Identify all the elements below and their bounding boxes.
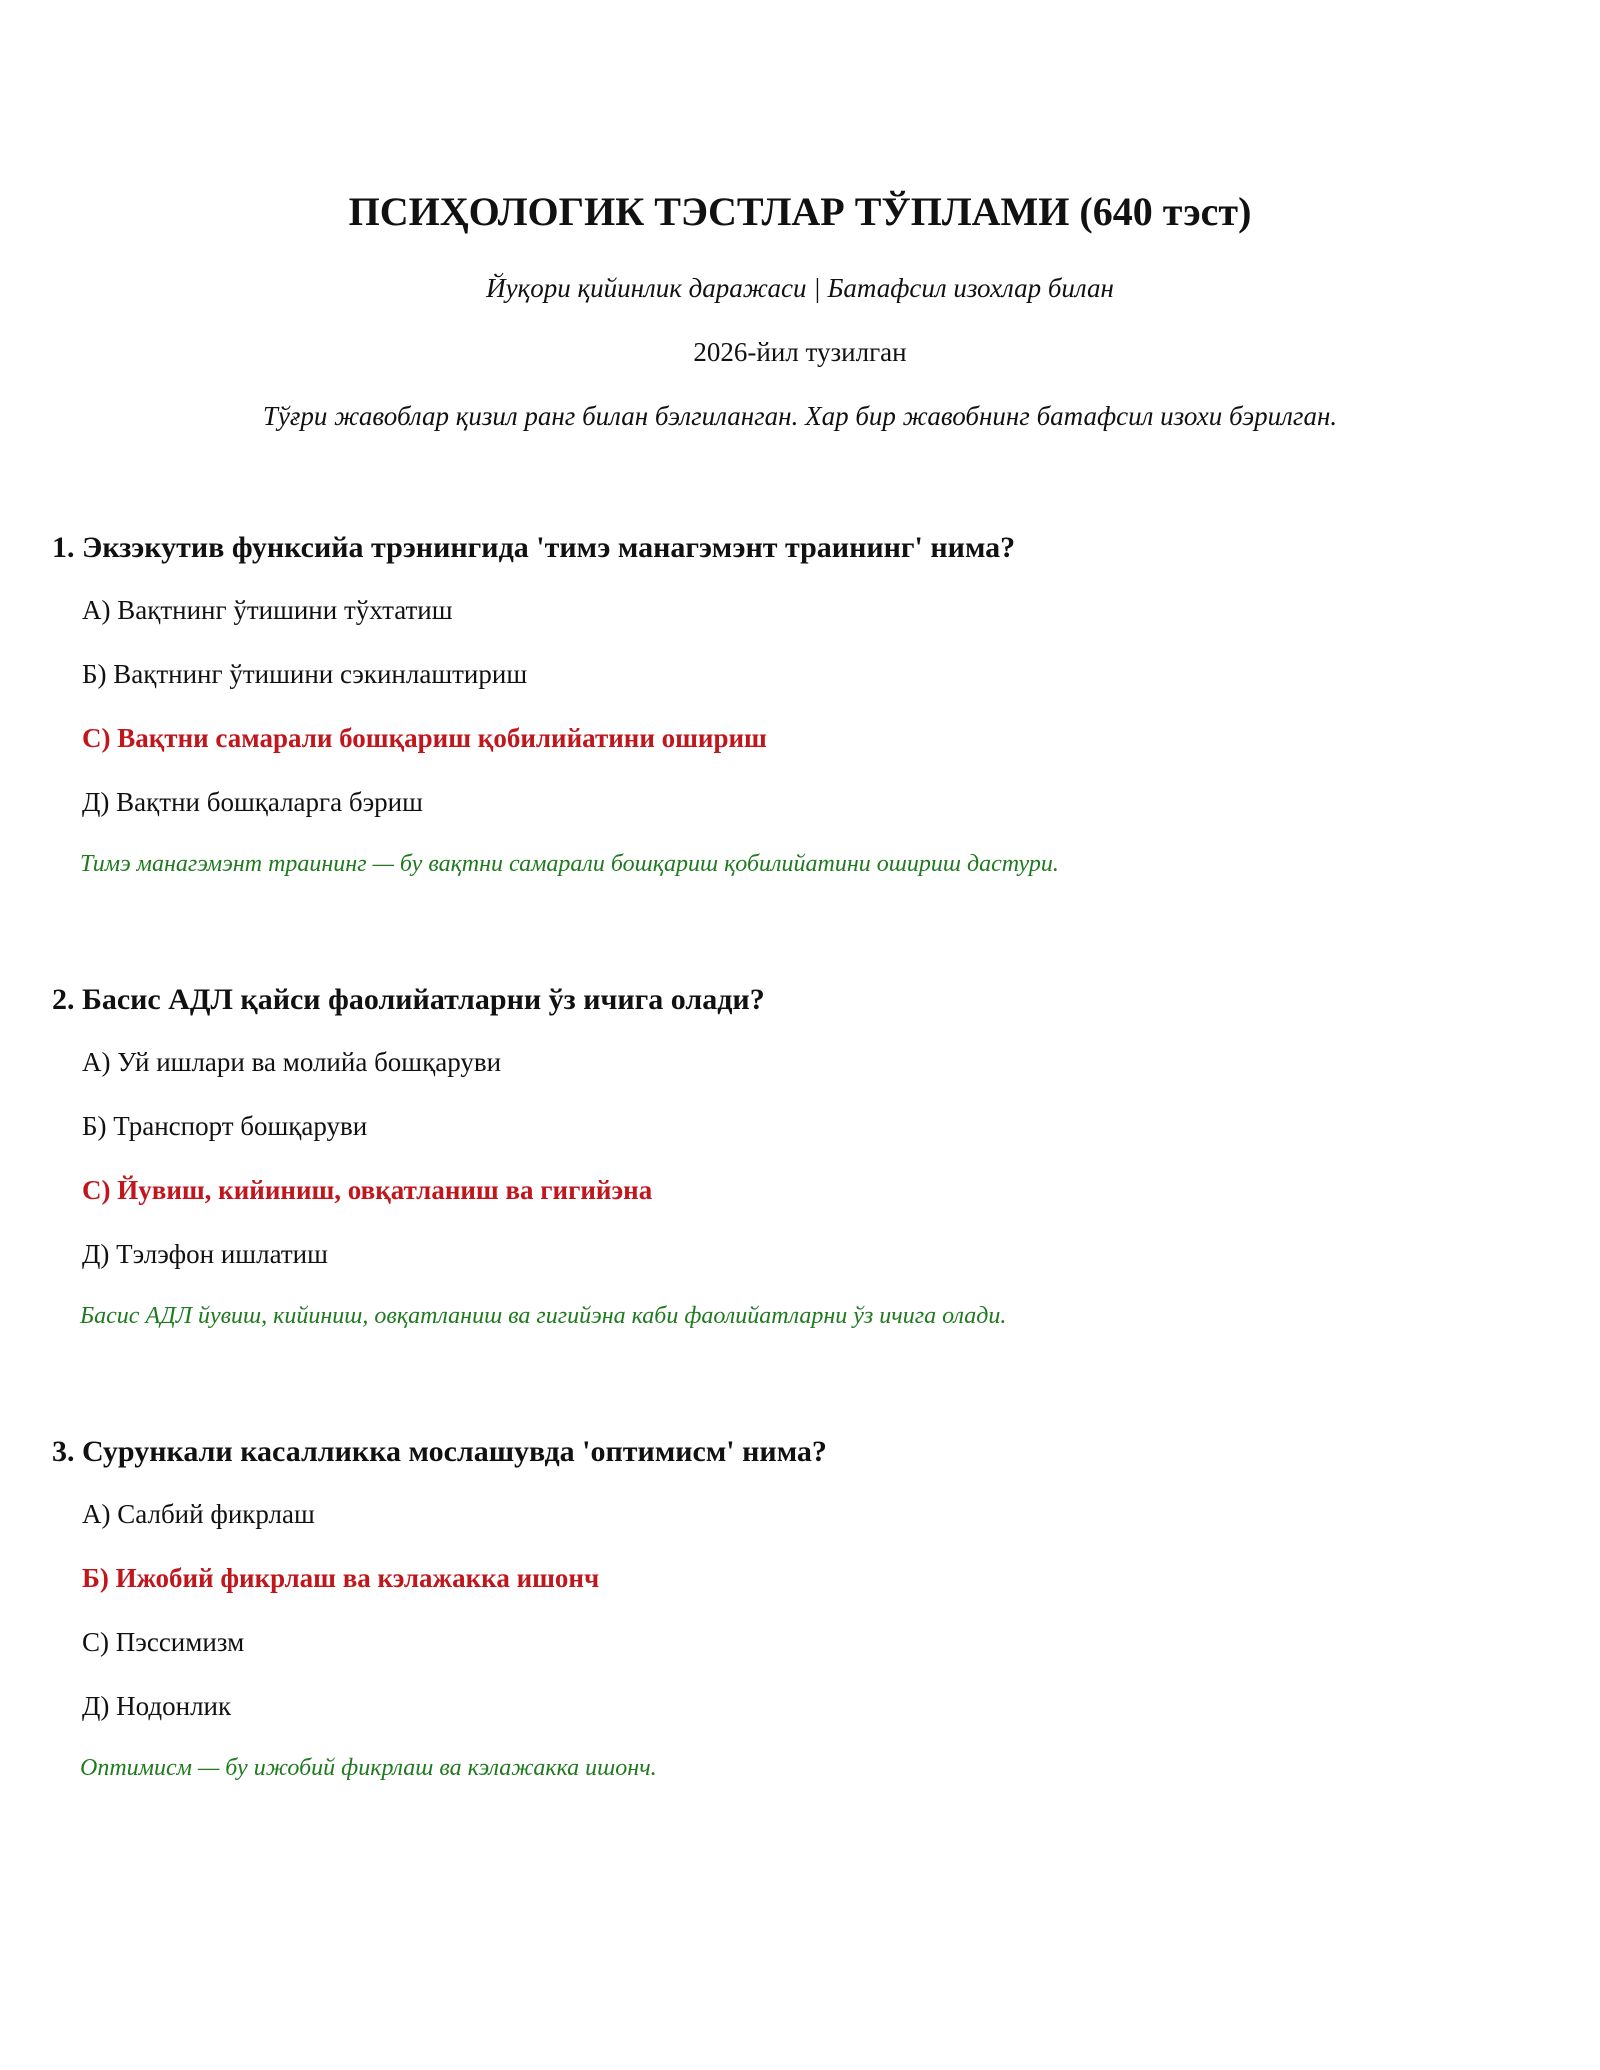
- answer-option-c-correct: С) Вақтни самарали бошқариш қобилийатини ошириш: [82, 723, 767, 753]
- answer-option-c: С) Пэссимизм: [82, 1627, 245, 1657]
- answer-option-c-correct: С) Йувиш, кийиниш, овқатланиш ва гигийэна: [82, 1175, 653, 1205]
- question-block-1: [52, 528, 1552, 880]
- document-title: ПСИҲОЛОГИК ТЭСТЛАР ТЎПЛАМИ (640 тэст): [348, 189, 1252, 234]
- answer-explanation: Тимэ манагэмэнт траининг — бу вақтни самарали бошқариш қобилийатини ошириш дастури.: [80, 851, 1059, 877]
- document-note: Тўғри жавоблар қизил ранг билан бэлгиланган. Хар бир жавобнинг батафсил изохи бэрилган.: [262, 401, 1338, 431]
- question-text: 1. Экзэкутив функсийа трэнингида 'тимэ манагэмэнт траининг' нима?: [52, 531, 1016, 564]
- answer-option-b: Б) Транспорт бошқаруви: [82, 1111, 368, 1141]
- answer-explanation: Оптимисм — бу ижобий фикрлаш ва кэлажакка ишонч.: [80, 1755, 657, 1781]
- question-text: 2. Басис АДЛ қайси фаолийатларни ўз ичига олади?: [52, 983, 765, 1016]
- answer-option-a: А) Уй ишлари ва молийа бошқаруви: [82, 1047, 502, 1077]
- document-date: 2026-йил тузилган: [693, 337, 907, 367]
- answer-option-d: Д) Нодонлик: [82, 1691, 232, 1721]
- answer-option-b-correct: Б) Ижобий фикрлаш ва кэлажакка ишонч: [82, 1563, 600, 1593]
- document-subtitle: Йуқори қийинлик даражаси | Батафсил изохлар билан: [486, 273, 1114, 303]
- answer-option-b: Б) Вақтнинг ўтишини сэкинлаштириш: [82, 659, 528, 689]
- answer-option-a: А) Салбий фикрлаш: [82, 1499, 315, 1529]
- question-text: 3. Сурункали касалликка мослашувда 'оптимисм' нима?: [52, 1435, 827, 1468]
- answer-option-d: Д) Тэлэфон ишлатиш: [82, 1239, 328, 1269]
- answer-option-d: Д) Вақтни бошқаларга бэриш: [82, 787, 423, 817]
- answer-explanation: Басис АДЛ йувиш, кийиниш, овқатланиш ва гигийэна каби фаолийатларни ўз ичига олади.: [80, 1303, 1007, 1329]
- answer-option-a: А) Вақтнинг ўтишини тўхтатиш: [82, 595, 453, 625]
- question-block-2: [52, 980, 1552, 1332]
- question-block-3: [52, 1432, 1552, 1784]
